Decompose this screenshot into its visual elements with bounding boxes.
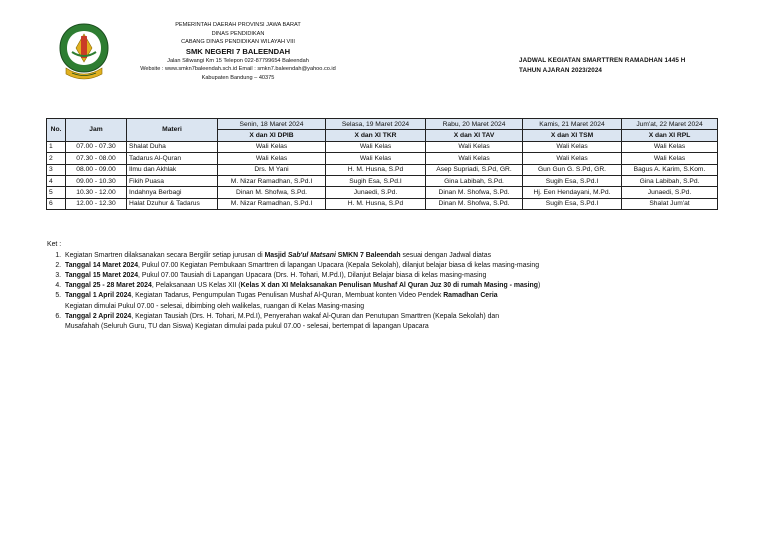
row-subject: Indahnya Berbagi (127, 187, 218, 198)
header-no: No. (47, 119, 66, 142)
note-text: , Pukul 07.00 Tausiah di Lapangan Upacara (Drs. H. Tohari, M.Pd.I), Dilanjut Belajar biasa di kelas masing-masing (138, 272, 487, 280)
table-row (47, 153, 718, 164)
header-day-date: Rabu, 20 Maret 2024 (426, 119, 523, 130)
note-text: ) (537, 282, 541, 290)
document-title (519, 56, 685, 76)
header-class-group: X dan XI DPIB (218, 130, 326, 141)
row-cell: Gina Labibah, S.Pd. (426, 175, 523, 186)
table-row (47, 164, 718, 175)
note-bold: Ramadhan Ceria (443, 292, 498, 300)
note-text: sesuai dengan Jadwal diatas (400, 252, 492, 260)
row-cell: H. M. Husna, S.Pd (326, 164, 426, 175)
note-item (63, 312, 727, 332)
header-jam: Jam (66, 119, 127, 142)
row-cell: Gun Gun G. S.Pd, GR. (523, 164, 622, 175)
note-text: , Pukul 07.00 Kegiatan Pembukaan Smarttren di lapangan Upacara (Kepala Sekolah), dilanjut belajar biasa di kelas masing-masing (138, 262, 540, 270)
letterhead (118, 21, 358, 83)
table-row (47, 187, 718, 198)
row-subject: Tadarus Al-Quran (127, 153, 218, 164)
row-cell: Dinan M. Shofwa, S.Pd. (426, 198, 523, 209)
row-subject: Halat Dzuhur & Tadarus (127, 198, 218, 209)
note-item (63, 261, 727, 271)
note-date: Tanggal 1 April 2024 (65, 292, 132, 300)
note-item (63, 251, 727, 261)
row-subject: Fikih Puasa (127, 175, 218, 186)
note-date: Tanggal 25 - 28 Maret 2024 (65, 282, 152, 290)
row-cell: Wali Kelas (426, 141, 523, 152)
note-text: Kegiatan dimulai Pukul 07.00 - selesai, dibimbing oleh walikelas, ruangan di Kelas Masing-masing (65, 302, 365, 310)
row-cell: H. M. Husna, S.Pd (326, 198, 426, 209)
header-day-date: Senin, 18 Maret 2024 (218, 119, 326, 130)
schedule-table (46, 118, 718, 210)
row-cell: Junaedi, S.Pd. (326, 187, 426, 198)
row-cell: Shalat Jum'at (622, 198, 718, 209)
notes-section (47, 240, 727, 332)
row-number: 4 (47, 175, 66, 186)
note-text: Musafahah (Seluruh Guru, TU dan Siswa) Kegiatan dimulai pada pukul 07.00 - selesai, bertempat di lapangan Upacara (65, 322, 429, 330)
row-time: 12.00 - 12.30 (66, 198, 127, 209)
row-cell: Wali Kelas (622, 153, 718, 164)
letterhead-government: PEMERINTAH DAERAH PROVINSI JAWA BARAT (175, 22, 301, 28)
row-number: 6 (47, 198, 66, 209)
table-row (47, 175, 718, 186)
header-class-group: X dan XI RPL (622, 130, 718, 141)
note-text: , Kegiatan Tausiah (Drs. H. Tohari, M.Pd.I), Penyerahan wakaf Al-Quran dan Penutupan Smarttren (Kepala Sekolah) dan (131, 312, 500, 320)
note-date: Tanggal 15 Maret 2024 (65, 272, 139, 280)
note-text: , Kegiatan Tadarus, Pengumpulan Tugas Penulisan Mushaf Al-Quran, Membuat konten Video Pendek (131, 292, 444, 300)
table-row (47, 141, 718, 152)
row-time: 07.30 - 08.00 (66, 153, 127, 164)
row-cell: Wali Kelas (218, 153, 326, 164)
header-class-group: X dan XI TSM (523, 130, 622, 141)
row-number: 1 (47, 141, 66, 152)
row-cell: Wali Kelas (218, 141, 326, 152)
document-title-line1: JADWAL KEGIATAN SMARTTREN RAMADHAN 1445 H (519, 57, 686, 64)
row-cell: Wali Kelas (523, 141, 622, 152)
header-day-date: Jum'at, 22 Maret 2024 (622, 119, 718, 130)
provincial-emblem-logo (58, 22, 110, 84)
row-time: 10.30 - 12.00 (66, 187, 127, 198)
note-item (63, 291, 727, 311)
note-bold: Masjid (264, 252, 288, 260)
row-cell: M. Nizar Ramadhan, S.Pd.I (218, 198, 326, 209)
note-bold: SMKN 7 Baleendah (335, 252, 401, 260)
row-time: 07.00 - 07.30 (66, 141, 127, 152)
header-materi: Materi (127, 119, 218, 142)
note-date: Tanggal 2 April 2024 (65, 312, 132, 320)
letterhead-website-email: Website : www.smkn7baleendah.sch.id Email : smkn7.baleendah@yahoo.co.id (140, 66, 336, 73)
row-cell: Junaedi, S.Pd. (622, 187, 718, 198)
note-text: , Pelaksanaan US Kelas XII ( (151, 282, 241, 290)
row-subject: Ilmu dan Akhlak (127, 164, 218, 175)
row-cell: Sugih Esa, S.Pd.I (523, 198, 622, 209)
row-cell: Wali Kelas (426, 153, 523, 164)
note-text: Kegiatan Smartren dilaksanakan secara Bergilir setiap jurusan di (65, 252, 265, 260)
table-row (47, 198, 718, 209)
row-cell: Hj. Een Hendayani, M.Pd. (523, 187, 622, 198)
row-number: 5 (47, 187, 66, 198)
letterhead-branch: CABANG DINAS PENDIDIKAN WILAYAH VIII (181, 39, 295, 46)
row-cell: Wali Kelas (622, 141, 718, 152)
row-cell: Wali Kelas (523, 153, 622, 164)
row-cell: Wali Kelas (326, 141, 426, 152)
row-cell: Sugih Esa, S.Pd.I (326, 175, 426, 186)
letterhead-department: DINAS PENDIDIKAN (211, 30, 265, 37)
row-cell: Sugih Esa, S.Pd.I (523, 175, 622, 186)
letterhead-address: Jalan Siliwangi Km 15 Telepon 022-87799654 Baleendah (167, 57, 309, 64)
row-cell: Dinan M. Shofwa, S.Pd. (218, 187, 326, 198)
note-item (63, 281, 727, 291)
note-bold: Kelas X dan XI Melaksanakan Penulisan Mushaf Al Quran Juz 30 di rumah Masing - masing (240, 282, 538, 290)
notes-heading: Ket : (47, 241, 62, 248)
header-class-group: X dan XI TAV (426, 130, 523, 141)
table-header-row-dates (47, 119, 718, 130)
row-subject: Shalat Duha (127, 141, 218, 152)
row-cell: Dinan M. Shofwa, S.Pd. (426, 187, 523, 198)
header-day-date: Kamis, 21 Maret 2024 (523, 119, 622, 130)
header-day-date: Selasa, 19 Maret 2024 (326, 119, 426, 130)
note-date: Tanggal 14 Maret 2024 (65, 262, 139, 270)
note-item (63, 271, 727, 281)
header-class-group: X dan XI TKR (326, 130, 426, 141)
row-time: 08.00 - 09.00 (66, 164, 127, 175)
letterhead-region: Kabupaten Bandung – 40375 (201, 74, 275, 81)
row-cell: M. Nizar Ramadhan, S.Pd.I (218, 175, 326, 186)
row-cell: Drs. M Yani (218, 164, 326, 175)
row-time: 09.00 - 10.30 (66, 175, 127, 186)
note-bold-italic: Sab'ul Matsani (287, 252, 336, 260)
row-cell: Gina Labibah, S.Pd. (622, 175, 718, 186)
row-cell: Asep Supriadi, S.Pd, GR. (426, 164, 523, 175)
row-number: 2 (47, 153, 66, 164)
row-cell: Bagus A. Karim, S.Kom. (622, 164, 718, 175)
document-title-line2: TAHUN AJARAN 2023/2024 (519, 67, 603, 74)
row-number: 3 (47, 164, 66, 175)
row-cell: Wali Kelas (326, 153, 426, 164)
notes-list (47, 251, 727, 332)
letterhead-school-name: SMK NEGERI 7 BALEENDAH (185, 46, 291, 56)
